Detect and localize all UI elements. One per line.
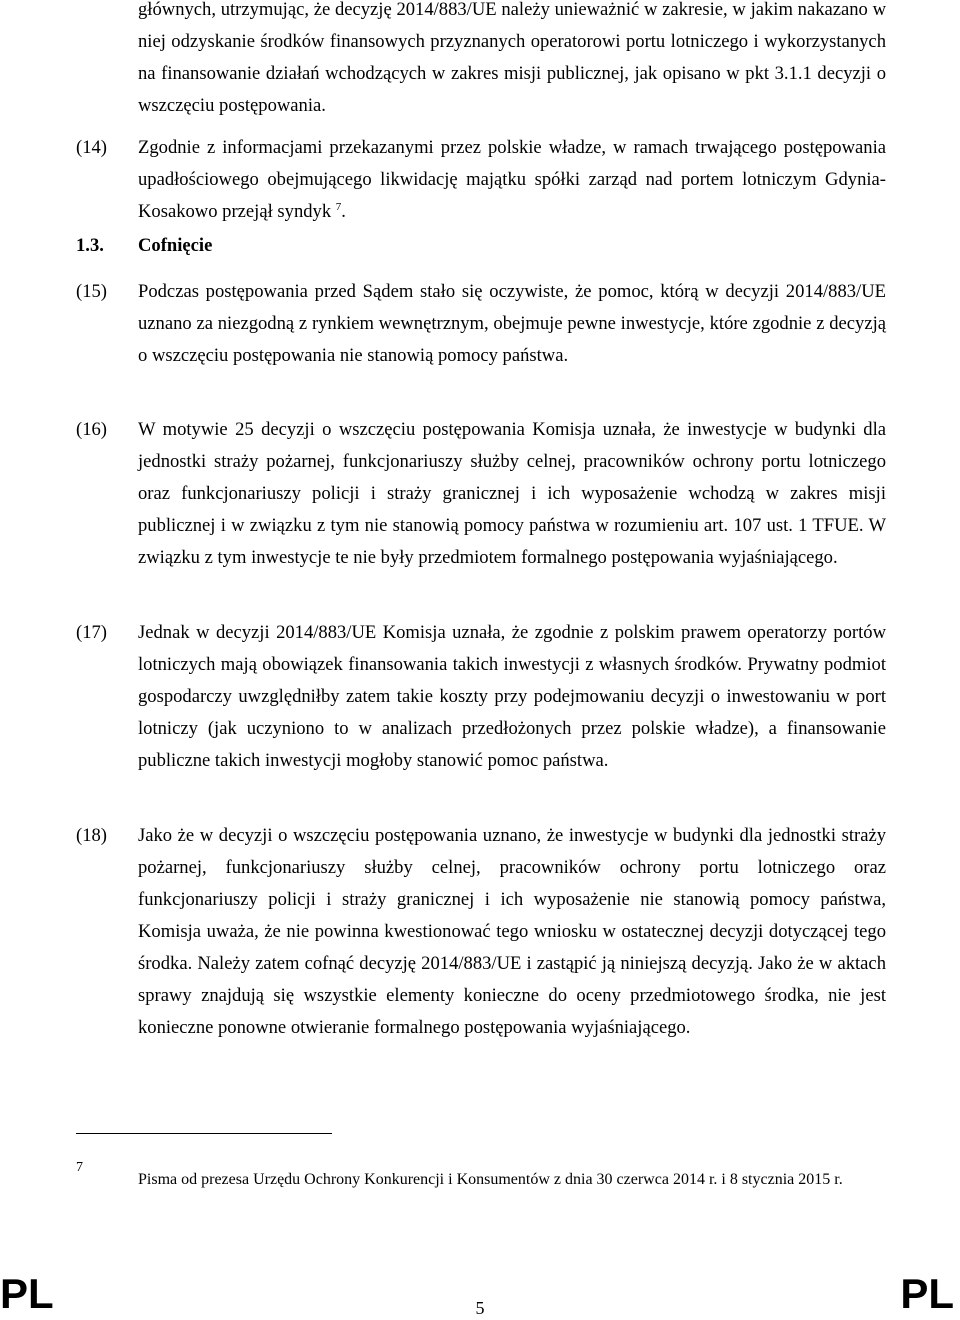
paragraph-15: Podczas postępowania przed Sądem stało się oczywiste, że pomoc, którą w decyzji 2014/883/UE uznano za niezgodną z rynkiem wewnętrznym, obejmuje pewne inwestycje, które zgodnie z decyzją o wszczęciu postępowania nie stanowią pomocy państwa.: [138, 281, 886, 366]
section-heading: [76, 230, 212, 262]
section-title: Cofnięcie: [138, 235, 213, 256]
paragraph-18: Jako że w decyzji o wszczęciu postępowania uznano, że inwestycje w budynki dla jednostki straży pożarnej, funkcjonariuszy służby celnej, pracowników ochrony portu lotniczego oraz funkcjonariuszy policji i straży granicznej i ich wyposażenie nie stanowią pomocy państwa, Komisja uważa, że nie powinna kwestionować tego wniosku w ostatecznej decyzji dotyczącej tego środka. Należy zatem cofnąć decyzję 2014/883/UE i zastąpić ją niniejszą decyzją. Jako że w aktach sprawy znajdują się wszystkie elementy konieczne do oceny przedmiotowego środka, nie jest konieczne ponowne otwieranie formalnego postępowania wyjaśniającego.: [138, 825, 886, 1038]
language-code-right: PL: [900, 1270, 954, 1317]
footnote-separator: [76, 1133, 332, 1134]
paragraph-number-18: (18): [76, 825, 107, 846]
paragraph-14-text: Zgodnie z informacjami przekazanymi przez polskie władze, w ramach trwającego postępowania upadłościowego obejmującego likwidację majątku spółki zarząd nad portem lotniczym Gdynia-Kosakowo przejął syndyk: [138, 137, 886, 222]
paragraph-number-14: (14): [76, 137, 107, 158]
language-code-left: PL: [0, 1270, 54, 1317]
paragraph-number-17: (17): [76, 622, 107, 643]
section-number: 1.3.: [76, 235, 104, 256]
footnote-number: 7: [76, 1160, 83, 1175]
page-number: 5: [475, 1298, 485, 1318]
paragraph-14-end: .: [341, 201, 346, 222]
footnote-reference[interactable]: 7: [335, 200, 342, 213]
paragraph-16: W motywie 25 decyzji o wszczęciu postępowania Komisja uznała, że inwestycje w budynki dla jednostki straży pożarnej, funkcjonariuszy służby celnej, pracowników ochrony portu lotniczego oraz funkcjonariuszy policji i straży granicznej i ich wyposażenie wchodzą w zakres misji publicznej i w związku z tym nie stanowią pomocy państwa w rozumieniu art. 107 ust. 1 TFUE. W związku z tym inwestycje te nie były przedmiotem formalnego postępowania wyjaśniającego.: [138, 419, 886, 568]
paragraph-number-15: (15): [76, 281, 107, 302]
paragraph-continuation: głównych, utrzymując, że decyzję 2014/883/UE należy unieważnić w zakresie, w jakim nakazano w niej odzyskanie środków finansowych przyznanych operatorowi portu lotniczego i wykorzystanych na finansowanie działań wchodzących w zakres misji publicznej, jak opisano w pkt 3.1.1 decyzji o wszczęciu postępowania.: [138, 0, 886, 116]
paragraph-17: Jednak w decyzji 2014/883/UE Komisja uznała, że zgodnie z polskim prawem operatorzy portów lotniczych mają obowiązek finansowania takich inwestycji z własnych środków. Prywatny podmiot gospodarczy uwzględniłby zatem takie koszty przy podejmowaniu decyzji o inwestowaniu w port lotniczy (jak uczyniono to w analizach przedłożonych przez polskie władze), a finansowanie publiczne takich inwestycji mogłoby stanowić pomoc państwa.: [138, 622, 886, 771]
paragraph-14: [138, 132, 886, 228]
paragraph-number-16: (16): [76, 419, 107, 440]
footnote-text: Pisma od prezesa Urzędu Ochrony Konkurencji i Konsumentów z dnia 30 czerwca 2014 r. i 8 stycznia 2015 r.: [138, 1171, 843, 1188]
